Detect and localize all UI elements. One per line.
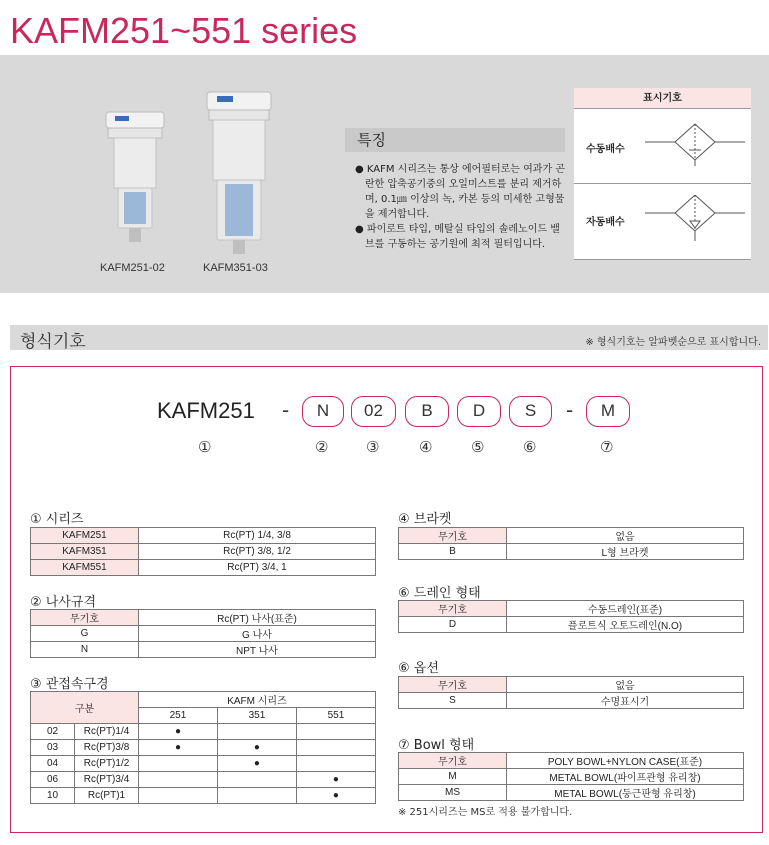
table-header: 251 [139, 708, 218, 724]
table-cell: Rc(PT) 나사(표준) [139, 610, 376, 626]
symbol-heading: 표시기호 [574, 88, 751, 109]
code-option: S [509, 396, 552, 427]
table-cell: NPT 나사 [139, 642, 376, 658]
table-row [399, 693, 744, 709]
table-cell: 04 [31, 756, 75, 772]
table-row [31, 642, 376, 658]
table-row [31, 772, 376, 788]
table-row [31, 528, 376, 544]
table-cell: 무기호 [399, 601, 507, 617]
port-title: ③ 관접속구경 [30, 677, 109, 692]
table-row [31, 560, 376, 576]
table-cell: KAFM551 [31, 560, 139, 576]
num-2: ② [315, 438, 329, 456]
symbol-auto-label: 자동배수 [586, 217, 625, 228]
num-5: ⑤ [471, 438, 485, 456]
option-title: ⑥ 옵션 [398, 661, 439, 676]
table-cell: G 나사 [139, 626, 376, 642]
table-cell [296, 724, 375, 740]
table-cell: ● [296, 788, 375, 804]
table-row [31, 626, 376, 642]
num-4: ④ [419, 438, 433, 456]
table-header: 구분 [31, 692, 139, 724]
table-cell: Rc(PT)1 [75, 788, 139, 804]
table-cell: 10 [31, 788, 75, 804]
table-cell: 수동드레인(표준) [507, 601, 744, 617]
table-cell: Rc(PT)1/2 [75, 756, 139, 772]
table-row [399, 677, 744, 693]
table-row [31, 788, 376, 804]
table-cell: 없음 [507, 528, 744, 544]
series-table [30, 527, 376, 576]
table-header: 351 [217, 708, 296, 724]
table-cell: B [399, 544, 507, 560]
table-cell: D [399, 617, 507, 633]
table-cell [139, 772, 218, 788]
num-6: ⑥ [523, 438, 537, 456]
table-cell: METAL BOWL(파이프관형 유리창) [507, 769, 744, 785]
num-1: ① [198, 438, 212, 456]
caption-kafm251: KAFM251-02 [100, 262, 165, 274]
caption-kafm351: KAFM351-03 [203, 262, 268, 274]
table-cell: ● [217, 740, 296, 756]
table-row [399, 769, 744, 785]
table-cell: POLY BOWL+NYLON CASE(표준) [507, 753, 744, 769]
form-note: ※ 형식기호는 알파벳순으로 표시합니다. [585, 337, 761, 348]
thread-table [30, 609, 376, 658]
table-row [399, 544, 744, 560]
table-row [31, 740, 376, 756]
table-cell: ● [139, 740, 218, 756]
table-cell: ● [296, 772, 375, 788]
filter-symbol-auto-icon [645, 195, 745, 243]
table-cell: ● [139, 724, 218, 740]
symbol-manual-label: 수동배수 [586, 144, 625, 155]
table-cell [217, 724, 296, 740]
code-thread: N [302, 396, 344, 427]
table-cell: Rc(PT) 3/8, 1/2 [139, 544, 376, 560]
code-drain: D [457, 396, 501, 427]
table-row [31, 756, 376, 772]
thread-title: ② 나사규격 [30, 595, 97, 610]
table-cell: KAFM351 [31, 544, 139, 560]
table-cell: 무기호 [399, 528, 507, 544]
table-cell: 03 [31, 740, 75, 756]
table-cell [217, 772, 296, 788]
table-cell: 없음 [507, 677, 744, 693]
table-cell: 무기호 [399, 753, 507, 769]
table-cell: M [399, 769, 507, 785]
table-cell: 수명표시기 [507, 693, 744, 709]
table-cell: ● [217, 756, 296, 772]
table-row [399, 601, 744, 617]
table-row [31, 724, 376, 740]
table-header: 551 [296, 708, 375, 724]
table-cell: 무기호 [399, 677, 507, 693]
bracket-table [398, 527, 744, 560]
table-cell: 02 [31, 724, 75, 740]
table-row [31, 544, 376, 560]
table-cell: Rc(PT) 3/4, 1 [139, 560, 376, 576]
table-cell: Rc(PT)3/8 [75, 740, 139, 756]
table-cell: S [399, 693, 507, 709]
features-text [355, 162, 565, 252]
model-code: KAFM251 [157, 398, 255, 423]
filter-image-small [100, 108, 170, 248]
table-cell: 06 [31, 772, 75, 788]
table-cell: 플로트식 오토드레인(N.O) [507, 617, 744, 633]
bowl-note: ※ 251시리즈는 MS로 적용 불가합니다. [398, 807, 573, 818]
drain-table [398, 600, 744, 633]
option-table [398, 676, 744, 709]
table-cell: KAFM251 [31, 528, 139, 544]
features-heading: 특징 [345, 128, 565, 152]
series-title: ① 시리즈 [30, 512, 84, 527]
feature-bullet: ● KAFM 시리즈는 통상 에어필터로는 여과가 곤란한 압축공기중의 오일미스트를 분리 제거하며, 0.1㎛ 이상의 녹, 카본 등의 미세한 고형물을 제거합니다. [355, 164, 565, 220]
table-cell: MS [399, 785, 507, 801]
drain-title: ⑥ 드레인 형태 [398, 586, 481, 601]
feature-bullet: ● 파이로트 타입, 메탈실 타입의 솔레노이드 밸브를 구동하는 공기원에 최적 필터입니다. [355, 224, 560, 250]
table-cell: N [31, 642, 139, 658]
table-cell: Rc(PT)3/4 [75, 772, 139, 788]
table-cell: 무기호 [31, 610, 139, 626]
code-port: 02 [351, 396, 396, 427]
code-bracket: B [405, 396, 449, 427]
filter-image-large [203, 88, 275, 258]
table-cell [139, 788, 218, 804]
table-cell [217, 788, 296, 804]
table-row [31, 610, 376, 626]
form-heading: 형식기호 [20, 332, 86, 352]
code-bowl: M [586, 396, 630, 427]
table-row [31, 692, 376, 708]
table-cell [139, 756, 218, 772]
symbol-divider [574, 183, 751, 184]
table-row [399, 753, 744, 769]
table-row [399, 785, 744, 801]
table-cell: Rc(PT) 1/4, 3/8 [139, 528, 376, 544]
table-row [399, 528, 744, 544]
page-title: KAFM251~551 series [10, 10, 358, 51]
port-table [30, 691, 376, 804]
table-row [399, 617, 744, 633]
num-3: ③ [366, 438, 380, 456]
dash: - [282, 398, 290, 422]
dash: - [566, 398, 574, 422]
table-cell: L형 브라켓 [507, 544, 744, 560]
table-cell [296, 740, 375, 756]
num-7: ⑦ [600, 438, 614, 456]
bowl-table [398, 752, 744, 801]
bowl-title: ⑦ Bowl 형태 [398, 738, 475, 753]
table-header: KAFM 시리즈 [139, 692, 376, 708]
table-cell: METAL BOWL(둥근판형 유리창) [507, 785, 744, 801]
table-cell: G [31, 626, 139, 642]
bracket-title: ④ 브라켓 [398, 512, 452, 527]
table-cell [296, 756, 375, 772]
filter-symbol-manual-icon [645, 122, 745, 168]
table-cell: Rc(PT)1/4 [75, 724, 139, 740]
